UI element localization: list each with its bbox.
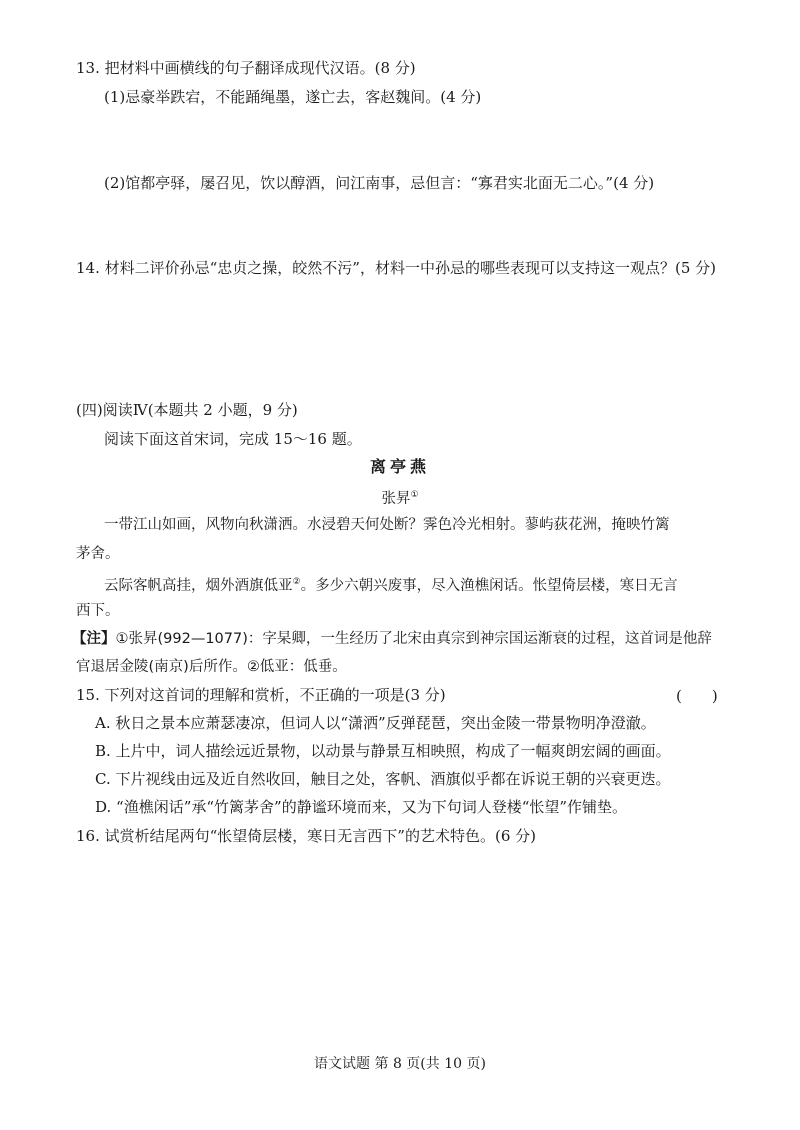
page-footer: 语文试题 第 8 页(共 10 页) xyxy=(314,1056,486,1072)
note-line1 xyxy=(72,629,712,649)
q15-option-d: D. “渔樵闲话”承“竹篱茅舍”的静谧环境而来，又为下句词人登楼“怅望”作铺垫。 xyxy=(95,798,628,816)
q14-stem: 14. 材料二评价孙忌“忠贞之操，皎然不污”，材料一中孙忌的哪些表现可以支持这一观点？(5 分) xyxy=(76,259,716,277)
q13-stem: 13. 把材料中画横线的句子翻译成现代汉语。(8 分) xyxy=(76,59,416,77)
poem-author-mark: ① xyxy=(410,490,419,500)
poem-note-mark: ② xyxy=(292,577,301,587)
q16-stem: 16. 试赏析结尾两句“怅望倚层楼，寒日无言西下”的艺术特色。(6 分) xyxy=(76,827,536,845)
poem-stanza2-line2: 西下。 xyxy=(76,603,120,619)
poem-title: 离亭燕 xyxy=(369,457,430,476)
poem-stanza1-line2: 茅舍。 xyxy=(76,546,120,562)
q13-part2: (2)馆都亭驿，屡召见，饮以醇酒，问江南事，忌但言：“寡君实北面无二心。”(4 分) xyxy=(104,174,655,192)
q15-option-c: C. 下片视线由远及近自然收回，触目之处，客帆、酒旗似乎都在诉说王朝的兴衰更迭。 xyxy=(95,770,671,788)
poem-stanza1-line1: 一带江山如画，风物向秋潇洒。水浸碧天何处断？霁色冷光相射。蓼屿荻花洲，掩映竹篱 xyxy=(104,517,670,533)
q15-stem: 15. 下列对这首词的理解和赏析，不正确的一项是(3 分) xyxy=(76,686,446,704)
poem-author-line xyxy=(0,485,800,509)
poem-author: 张昇 xyxy=(381,490,411,507)
poem-stanza2-rest: 。多少六朝兴废事，尽入渔樵闲话。怅望倚层楼，寒日无言 xyxy=(300,577,678,594)
note-line2: 官退居金陵(南京)后所作。②低亚：低垂。 xyxy=(76,659,347,675)
note-text1: ①张昇(992—1077)：字杲卿，一生经历了北宋由真宗到神宗国运渐衰的过程，这首词是他辞 xyxy=(115,631,712,647)
q15-option-b: B. 上片中，词人描绘远近景物，以动景与静景互相映照，构成了一幅爽朗宏阔的画面。 xyxy=(95,742,671,760)
poem-stanza2-line1 xyxy=(104,572,678,596)
section-heading: (四)阅读Ⅳ(本题共 2 小题，9 分) xyxy=(76,401,298,419)
section-instruction: 阅读下面这首宋词，完成 15～16 题。 xyxy=(104,430,362,448)
poem-stanza2-part: 云际客帆高挂，烟外酒旗低亚 xyxy=(104,577,293,594)
q13-part1: (1)忌豪举跌宕，不能踊绳墨，遂亡去，客赵魏间。(4 分) xyxy=(104,88,482,106)
q15-option-a: A. 秋日之景本应萧瑟凄凉，但词人以“潇洒”反弹琵琶，突出金陵一带景物明净澄澈。 xyxy=(95,714,656,732)
q15-answer-blank: ( ) xyxy=(676,687,718,705)
note-tag: 【注】 xyxy=(72,631,116,647)
